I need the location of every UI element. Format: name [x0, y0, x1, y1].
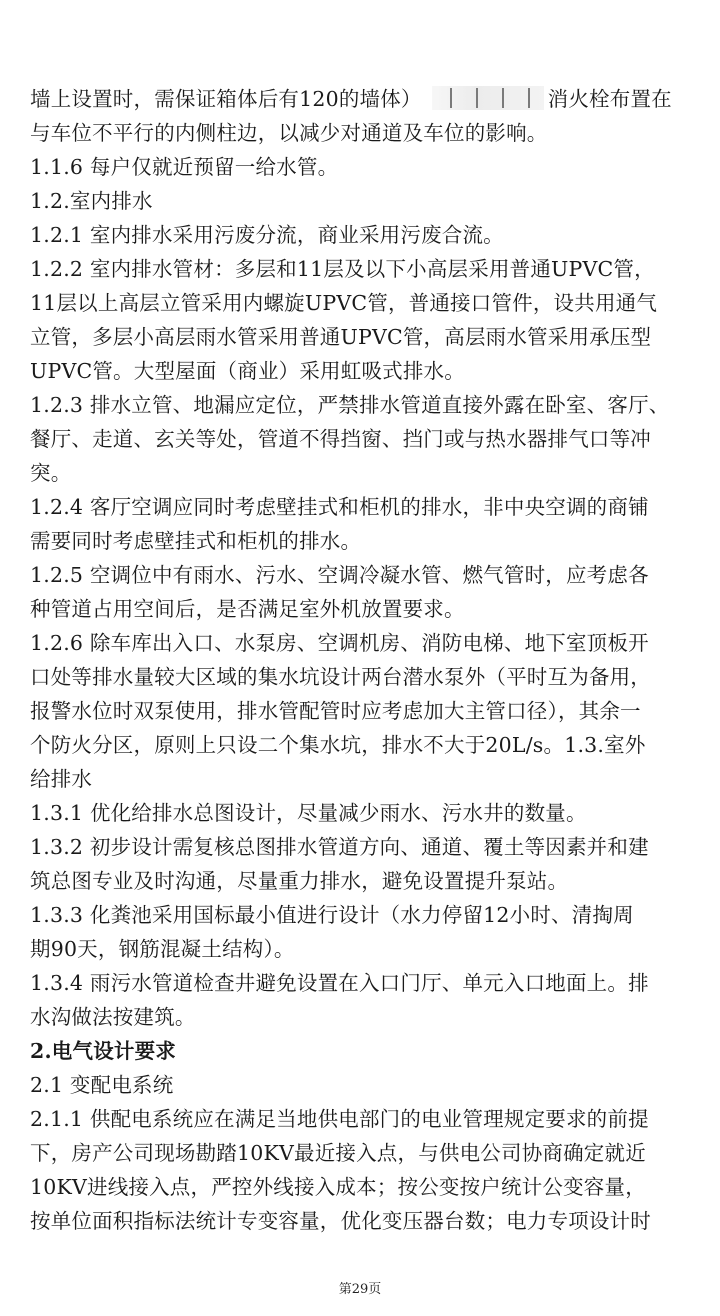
section-heading-2: 2.电气设计要求 — [30, 1039, 177, 1063]
text-line-20: 个防火分区，原则上只设二个集水坑，排水不大于20L/s。1.3.室外 — [30, 733, 646, 757]
clause-1-3-3: 1.3.3 化粪池采用国标最小值进行设计（水力停留12小时、清掏周 — [30, 903, 634, 927]
clause-1-3-1: 1.3.1 优化给排水总图设计，尽量减少雨水、污水井的数量。 — [30, 801, 587, 825]
clause-1-2-5: 1.2.5 空调位中有雨水、污水、空调冷凝水管、燃气管时，应考虑各 — [30, 563, 649, 587]
text-line-28: 水沟做法按建筑。 — [30, 1005, 196, 1029]
clause-1-1-6: 1.1.6 每户仅就近预留一给水管。 — [30, 155, 339, 179]
text-line-16: 种管道占用空间后，是否满足室外机放置要求。 — [30, 597, 465, 621]
text-line-14: 需要同时考虑壁挂式和柜机的排水。 — [30, 529, 362, 553]
clause-2-1-1: 2.1.1 供配电系统应在满足当地供电部门的电业管理规定要求的前提 — [30, 1107, 649, 1131]
text-line-12: 突。 — [30, 461, 72, 485]
text-line-9: UPVC管。大型屋面（商业）采用虹吸式排水。 — [30, 359, 465, 383]
clause-1-2-3: 1.2.3 排水立管、地漏应定位，严禁排水管道直接外露在卧室、客厅、 — [30, 393, 670, 417]
text-line-26: 期90天，钢筋混凝土结构）。 — [30, 937, 295, 961]
text-line-24: 筑总图专业及时沟通，尽量重力排水，避免设置提升泵站。 — [30, 869, 569, 893]
text-line-33: 10KV进线接入点，严控外线接入成本；按公变按户统计公变容量， — [30, 1175, 646, 1199]
text-line-8: 立管，多层小高层雨水管采用普通UPVC管，高层雨水管采用承压型 — [30, 325, 652, 349]
text-line-7: 11层以上高层立管采用内螺旋UPVC管，普通接口管件，设共用通气 — [30, 291, 658, 315]
text-line-1-start: 墙上设置时，需保证箱体后有120的墙体） — [30, 87, 422, 111]
text-line-21: 给排水 — [30, 767, 93, 791]
clause-1-2-1: 1.2.1 室内排水采用污废分流，商业采用污废合流。 — [30, 223, 504, 247]
clause-1-3-2: 1.3.2 初步设计需复核总图排水管道方向、通道、覆土等因素并和建 — [30, 835, 649, 859]
text-line-18: 口处等排水量较大区域的集水坑设计两台潜水泵外（平时互为备用， — [30, 665, 651, 689]
page-number: 第29页 — [338, 1282, 382, 1297]
redacted-region — [432, 86, 544, 110]
text-line-1 — [30, 82, 696, 116]
clause-1-2-4: 1.2.4 客厅空调应同时考虑壁挂式和柜机的排水，非中央空调的商铺 — [30, 495, 649, 519]
text-line-34: 按单位面积指标法统计专变容量，优化变压器台数；电力专项设计时 — [30, 1209, 651, 1233]
clause-1-2-6: 1.2.6 除车库出入口、水泵房、空调机房、消防电梯、地下室顶板开 — [30, 631, 649, 655]
section-heading-1-2: 1.2.室内排水 — [30, 189, 153, 213]
text-line-32: 下，房产公司现场勘踏10KV最近接入点，与供电公司协商确定就近 — [30, 1141, 646, 1165]
clause-1-3-4: 1.3.4 雨污水管道检查井避免设置在入口门厅、单元入口地面上。排 — [30, 971, 649, 995]
text-line-11: 餐厅、走道、玄关等处，管道不得挡窗、挡门或与热水器排气口等冲 — [30, 427, 651, 451]
section-heading-2-1: 2.1 变配电系统 — [30, 1073, 174, 1097]
text-line-2: 与车位不平行的内侧柱边，以减少对通道及车位的影响。 — [30, 121, 548, 145]
text-line-1-end: 消火栓布置在 — [547, 87, 672, 111]
text-line-19: 报警水位时双泵使用，排水管配管时应考虑加大主管口径），其余一 — [30, 699, 641, 723]
clause-1-2-2: 1.2.2 室内排水管材：多层和11层及以下小高层采用普通UPVC管， — [30, 257, 655, 281]
document-page — [30, 82, 696, 1238]
